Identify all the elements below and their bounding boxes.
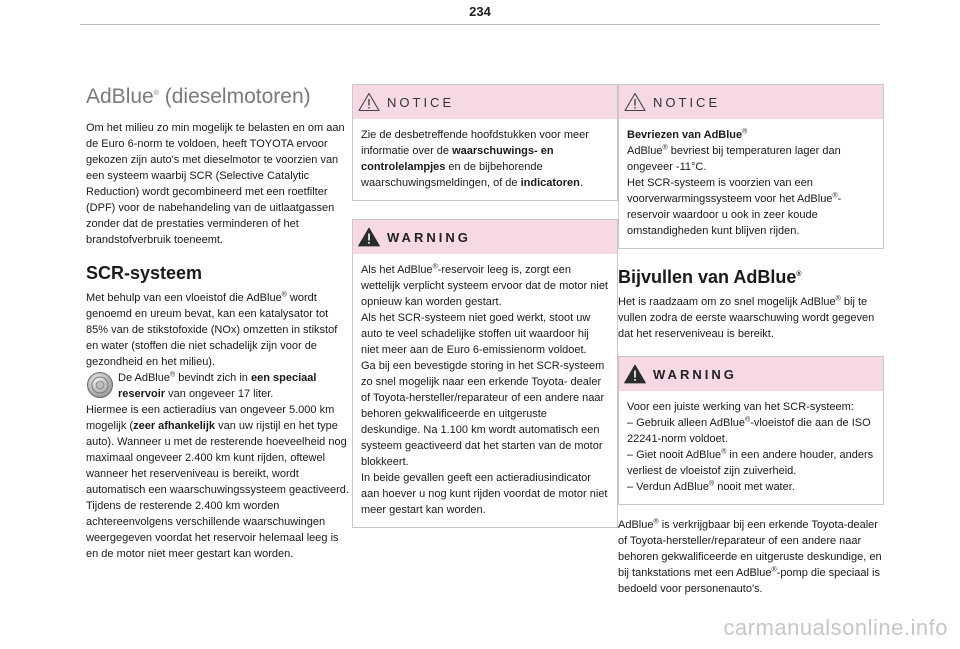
freeze-notice-header — [619, 85, 883, 119]
refill-title: Bijvullen van AdBlue® — [618, 267, 802, 287]
column-3 — [618, 84, 884, 597]
list-item: – Giet nooit AdBlue® in een andere houder, anders verliest de vloeistof zijn zuiverheid. — [627, 448, 874, 477]
freeze-notice-label: NOTICE — [653, 94, 721, 110]
list-item: – Gebruik alleen AdBlue®-vloeistof die aan de ISO 22241-norm voldoet. — [627, 416, 871, 445]
freeze-title: Bevriezen van AdBlue® — [627, 128, 748, 141]
refill-warning-intro: Voor een juiste werking van het SCR-systeem: — [627, 401, 854, 413]
scr-paragraph-1: Met behulp van een vloeistof die AdBlue® wordt genoemd en ureum bevat, kan een katalysator tot 85% van de stikstofoxide (NOx) omzetten in stikstof en water (stoffen die niet schadelijk zijn voor de gezondheid en het milieu). — [86, 291, 338, 368]
warning-paragraph-4: In beide gevallen geeft een actieradiusindicator aan hoever u nog kunt rijden voordat de motor niet meer gestart kan worden. — [361, 472, 608, 516]
warning-paragraph-3: Ga bij een bevestigde storing in het SCR-systeem zo snel mogelijk naar een erkende Toyota- dealer of Toyota-hersteller/reparateur of een andere naar behoren gekwalificeerde en uitgeruste deskundige. Na 1.100 km wordt automatisch een systeem geactiveerd dat het starten van de motor blokkeert. — [361, 360, 605, 468]
scr-paragraph-2: Hiermee is een actieradius van ongeveer 5.000 km mogelijk (zeer afhankelijk van uw rijstijl en het type auto). Wanneer u met de resterende hoeveelheid nog maximaal ongeveer 2.400 km kunt rijden, oftewel wanneer het reserveniveau is bereikt, wordt automatisch een waarschuwingssysteem geactiveerd. — [86, 404, 349, 496]
warning-paragraph-2: Als het SCR-systeem niet goed werkt, stoot uw auto te veel schadelijke stoffen uit waardoor hij niet meer aan de Euro 6-emissienorm voldoet. — [361, 312, 591, 356]
column-1 — [86, 84, 352, 562]
notice-box — [352, 84, 618, 201]
scr-system-title: SCR-systeem — [86, 263, 203, 283]
scr-paragraph-3: Tijdens de resterende 2.400 km worden achtereenvolgens verschillende waarschuwingen weergegeven voordat het reservoir helemaal leeg is en de motor niet meer gestart kan worden. — [86, 500, 339, 560]
reservoir-note — [86, 370, 352, 402]
page-title: AdBlue® (dieselmotoren) — [86, 85, 311, 108]
intro-paragraph: Om het milieu zo min mogelijk te belasten en om aan de Euro 6-norm te voldoen, heeft TOYOTA ervoor gekozen zijn auto's met dieselmotor te voorzien van een systeem waarbij SCR (Selective Catalytic Reduction) wordt gecombineerd met een roetfilter (DPF) voor de nabehandeling van de uitlaatgassen zonder dat de prestaties verminderen of het brandstofverbruik toeneemt. — [86, 122, 345, 246]
warning-triangle-icon — [624, 364, 646, 384]
adblue-reservoir-icon — [86, 371, 114, 399]
page-number: 234 — [469, 4, 491, 19]
notice-header — [353, 85, 617, 119]
column-2 — [352, 84, 618, 528]
refill-paragraph: Het is raadzaam om zo snel mogelijk AdBlue® bij te vullen zodra de eerste waarschuwing wordt gegeven dat het reserveniveau is bereikt. — [618, 295, 875, 340]
notice-text: Zie de desbetreffende hoofdstukken voor meer informatie over de waarschuwings- en controlelampjes en de bijbehorende waarschuwingsmeldingen, of de indicatoren. — [361, 129, 589, 189]
refill-warning-header — [619, 357, 883, 391]
notice-triangle-icon — [358, 92, 380, 112]
refill-warning-label: WARNING — [653, 366, 737, 382]
warning-header — [353, 220, 617, 254]
warning-box — [352, 219, 618, 528]
notice-label: NOTICE — [387, 94, 455, 110]
warning-triangle-icon — [358, 227, 380, 247]
top-rule — [80, 24, 880, 25]
availability-paragraph: AdBlue® is verkrijgbaar bij een erkende Toyota-dealer of Toyota-hersteller/reparateur of een andere naar behoren gekwalificeerde en uitgeruste deskundige, en bij tankstations met een AdBlue®-pomp die speciaal is bedoeld voor personenauto's. — [618, 518, 882, 595]
warning-label: WARNING — [387, 229, 471, 245]
refill-warning-box — [618, 356, 884, 505]
freeze-notice-box — [618, 84, 884, 249]
warning-paragraph-1: Als het AdBlue®-reservoir leeg is, zorgt een wettelijk verplicht systeem ervoor dat de motor niet opnieuw kan worden gestart. — [361, 263, 608, 308]
reservoir-text: De AdBlue® bevindt zich in een speciaal reservoir van ongeveer 17 liter. — [118, 371, 317, 400]
freeze-paragraph-1: AdBlue® bevriest bij temperaturen lager dan ongeveer -11°C. — [627, 144, 841, 173]
watermark: carmanualsonline.info — [723, 615, 948, 640]
list-item: – Verdun AdBlue® nooit met water. — [627, 480, 795, 493]
freeze-paragraph-2: Het SCR-systeem is voorzien van een voorverwarmingssysteem voor het AdBlue®-reservoir waardoor u ook in zeer koude omstandigheden kunt blijven rijden. — [627, 177, 842, 237]
notice-triangle-icon — [624, 92, 646, 112]
